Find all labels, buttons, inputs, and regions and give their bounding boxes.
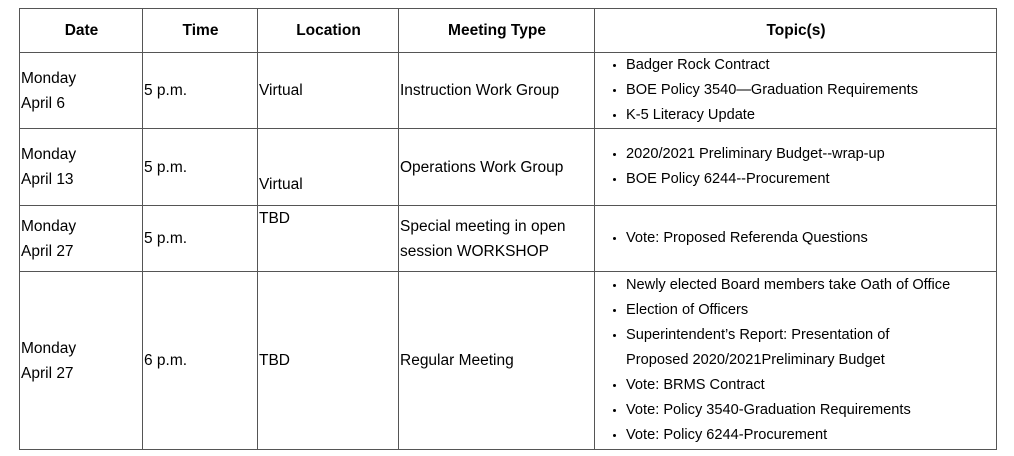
cell-meeting-type: Instruction Work Group <box>399 53 595 129</box>
header-location: Location <box>258 9 399 53</box>
topic-item: • BOE Policy 6244--Procurement <box>626 167 996 192</box>
header-topics: Topic(s) <box>595 9 997 53</box>
cell-meeting-type: Special meeting in open session WORKSHOP <box>399 206 595 272</box>
header-time: Time <box>143 9 258 53</box>
cell-location: Virtual <box>258 129 399 206</box>
topic-item: • Vote: BRMS Contract <box>626 373 996 398</box>
topic-list <box>596 226 996 251</box>
topic-item: • K-5 Literacy Update <box>626 103 996 128</box>
cell-time: 6 p.m. <box>143 272 258 450</box>
cell-topics <box>595 272 997 450</box>
topic-list <box>596 273 996 448</box>
cell-meeting-type: Regular Meeting <box>399 272 595 450</box>
topic-item: • Vote: Policy 3540-Graduation Requirements <box>626 398 996 423</box>
table-row <box>20 272 997 450</box>
cell-time: 5 p.m. <box>143 206 258 272</box>
topic-item: • 2020/2021 Preliminary Budget--wrap-up <box>626 142 996 167</box>
topic-item: • Election of Officers <box>626 298 996 323</box>
cell-topics <box>595 53 997 129</box>
topic-item: • Vote: Policy 6244-Procurement <box>626 423 996 448</box>
meeting-schedule-table <box>19 8 997 450</box>
cell-topics <box>595 206 997 272</box>
table-row <box>20 129 997 206</box>
cell-location: Virtual <box>258 53 399 129</box>
cell-meeting-type: Operations Work Group <box>399 129 595 206</box>
table-header-row <box>20 9 997 53</box>
header-date: Date <box>20 9 143 53</box>
cell-date: Monday April 27 <box>20 206 143 272</box>
topic-item: • Badger Rock Contract <box>626 53 996 78</box>
topic-list <box>596 142 996 192</box>
topic-item: • Superintendent’s Report: Presentation of Proposed 2020/2021Preliminary Budget <box>626 323 996 373</box>
cell-time: 5 p.m. <box>143 129 258 206</box>
table-row <box>20 206 997 272</box>
topic-item: • BOE Policy 3540—Graduation Requirements <box>626 78 996 103</box>
cell-date: Monday April 6 <box>20 53 143 129</box>
cell-date: Monday April 13 <box>20 129 143 206</box>
topic-item: • Newly elected Board members take Oath of Office <box>626 273 996 298</box>
header-meeting-type: Meeting Type <box>399 9 595 53</box>
cell-location: TBD <box>258 272 399 450</box>
cell-time: 5 p.m. <box>143 53 258 129</box>
cell-location: TBD <box>258 206 399 272</box>
cell-topics <box>595 129 997 206</box>
table-row <box>20 53 997 129</box>
topic-list <box>596 53 996 128</box>
topic-item: • Vote: Proposed Referenda Questions <box>626 226 996 251</box>
cell-date: Monday April 27 <box>20 272 143 450</box>
